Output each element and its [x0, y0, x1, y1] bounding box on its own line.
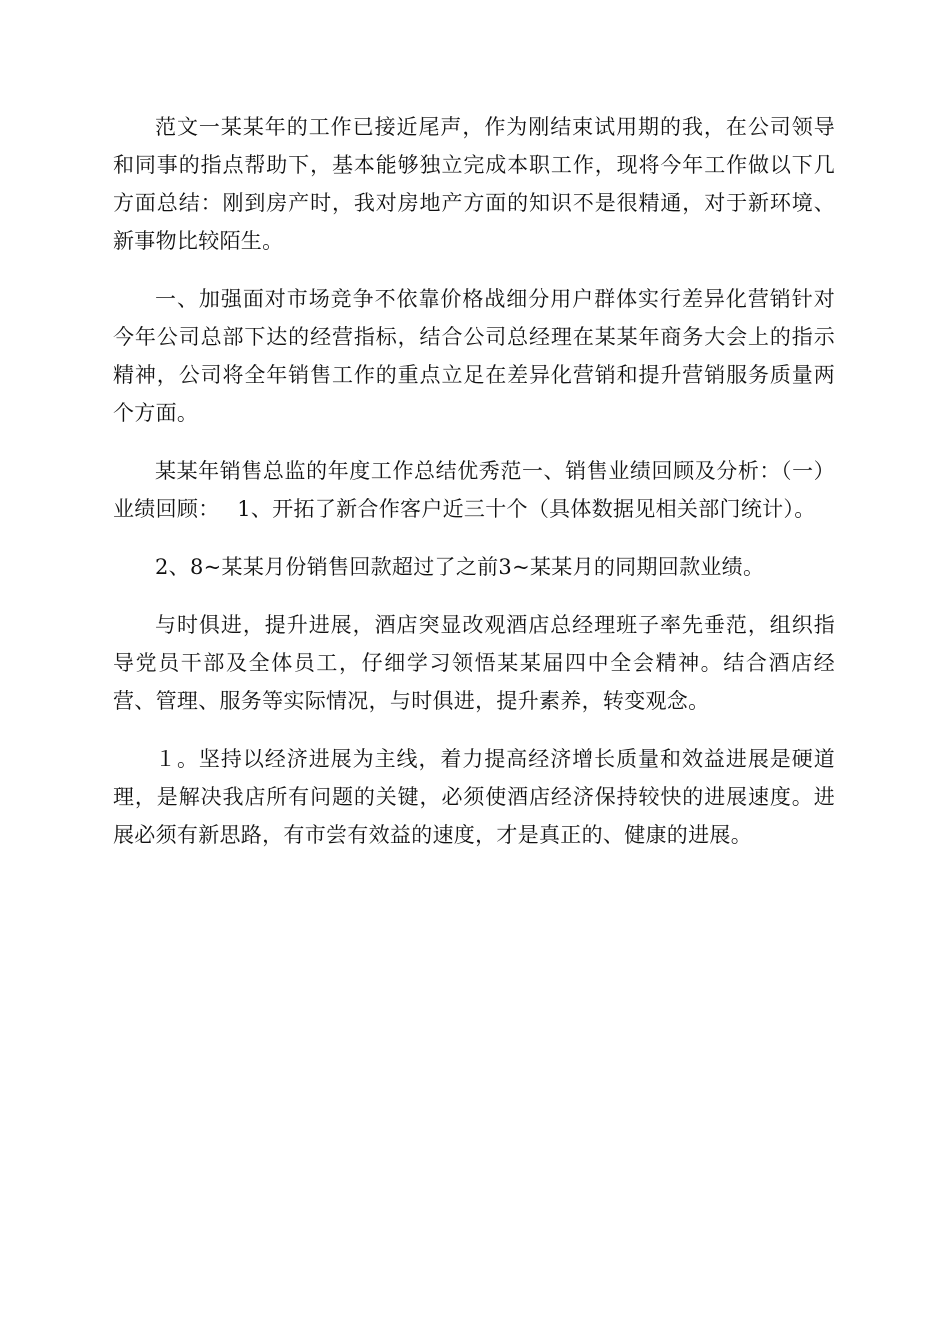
document-body: [113, 108, 835, 874]
paragraph-keep-pace: 与时俱进，提升进展，酒店突显改观酒店总经理班子率先垂范，组织指导党员干部及全体员工，仔细学习领悟某某届四中全会精神。结合酒店经营、管理、服务等实际情况，与时俱进，提升素养，转变观念。: [113, 613, 835, 713]
paragraph-section-one: 一、加强面对市场竞争不依靠价格战细分用户群体实行差异化营销针对今年公司总部下达的经营指标，结合公司总经理在某某年商务大会上的指示精神，公司将全年销售工作的重点立足在差异化营销和提升营销服务质量两个方面。: [113, 287, 835, 425]
paragraph-intro: 范文一某某年的工作已接近尾声，作为刚结束试用期的我，在公司领导和同事的指点帮助下，基本能够独立完成本职工作，现将今年工作做以下几方面总结：刚到房产时，我对房地产方面的知识不是很精通，对于新环境、新事物比较陌生。: [113, 115, 835, 253]
paragraph-sales-review: 某某年销售总监的年度工作总结优秀范一、销售业绩回顾及分析：（一）业绩回顾： 1、开拓了新合作客户近三十个（具体数据见相关部门统计）。: [113, 459, 835, 521]
paragraph-payment-collection: 2、8~某某月份销售回款超过了之前3~某某月的同期回款业绩。: [155, 555, 765, 579]
paragraph-economic-development: １。坚持以经济进展为主线，着力提高经济增长质量和效益进展是硬道理，是解决我店所有问题的关键，必须使酒店经济保持较快的进展速度。进展必须有新思路，有市尝有效益的速度，才是真正的、健康的进展。: [113, 747, 835, 847]
